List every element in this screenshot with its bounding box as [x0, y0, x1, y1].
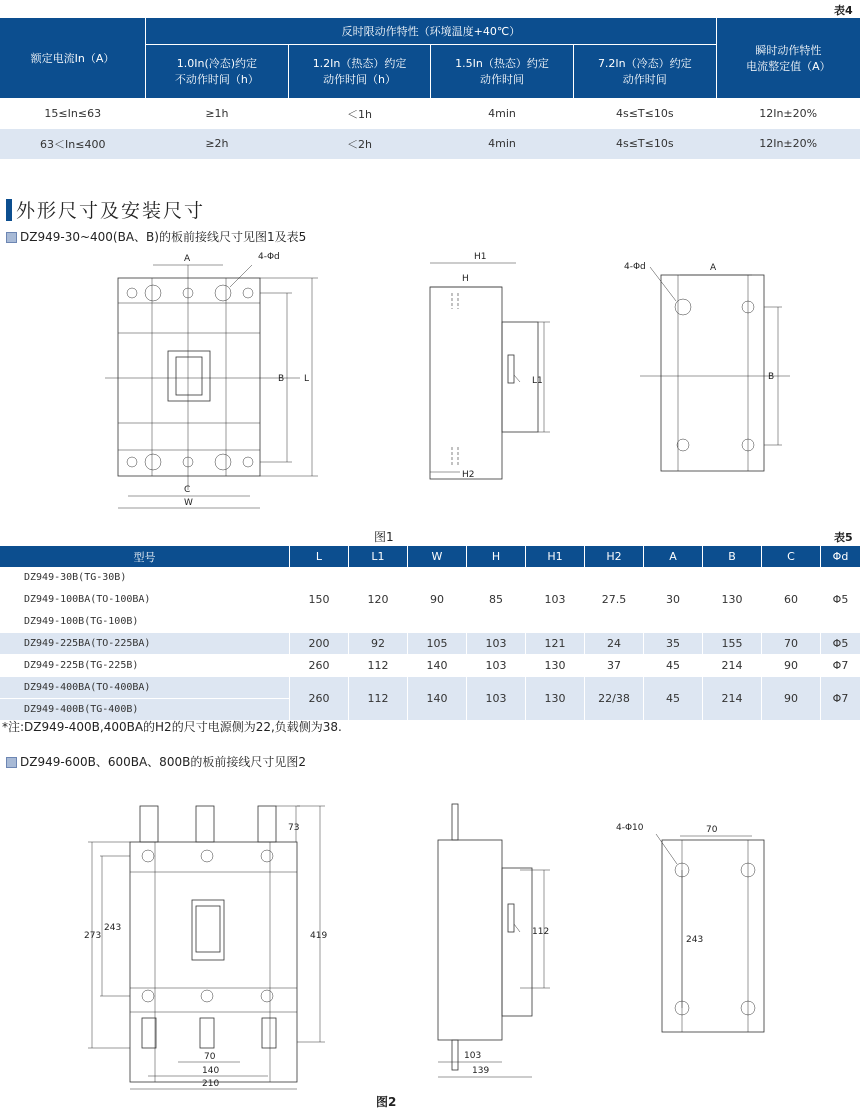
table-row: DZ949-225BA(TO-225BA) 200 92 105 103 121 24 35 155 70 Φ5: [0, 633, 860, 655]
table-5: [0, 546, 860, 721]
col-header: H2: [585, 546, 644, 567]
dim-139: 139: [472, 1066, 489, 1076]
dim-103: 103: [464, 1051, 481, 1061]
dim-C: C: [184, 485, 190, 495]
table-row: 15≤In≤63 ≥1h ＜1h 4min 4s≤T≤10s 12In±20%: [0, 98, 860, 129]
instant-header: 瞬时动作特性 电流整定值（A）: [716, 18, 860, 98]
dim-H: H: [462, 274, 469, 284]
figure-1-drawing: [0, 245, 860, 535]
dim-B-mount: B: [768, 372, 774, 382]
dim-B: B: [278, 374, 284, 384]
table-row: DZ949-30B(TG-30B) 150 120 90 85 103 27.5 30 130 60 Φ5: [0, 567, 860, 589]
figure-1-caption: 图1: [374, 528, 394, 545]
figure-2-drawing: [0, 800, 860, 1090]
table-row: DZ949-400B(TG-400B): [0, 699, 860, 721]
dim-H2: H2: [462, 470, 475, 480]
subheader-3: 1.5In（热态）约定 动作时间: [431, 44, 573, 98]
figure-2-caption: 图2: [376, 1093, 396, 1110]
dim-243: 243: [104, 923, 121, 933]
dim-phi-mount: 4-Φd: [624, 262, 646, 272]
subheader-4: 7.2In（冷态）约定 动作时间: [573, 44, 716, 98]
dim-L1: L1: [532, 376, 543, 386]
col-header: C: [762, 546, 821, 567]
table-row: DZ949-100B(TG-100B): [0, 611, 860, 633]
col-header: B: [703, 546, 762, 567]
dim-243-mount: 243: [686, 935, 703, 945]
dim-112: 112: [532, 927, 549, 937]
section-bar: [6, 199, 12, 221]
dim-phi10: 4-Φ10: [616, 823, 644, 833]
bullet-square: [6, 757, 17, 768]
dim-73: 73: [288, 823, 299, 833]
subheader-2: 1.2In（热态）约定 动作时间（h）: [288, 44, 430, 98]
table-4: [0, 18, 860, 159]
col-header: Φd: [821, 546, 860, 567]
dim-70: 70: [204, 1052, 216, 1062]
col-header: W: [408, 546, 467, 567]
section-title: 外形尺寸及安装尺寸: [16, 196, 205, 223]
bullet-square: [6, 232, 17, 243]
col-header: A: [644, 546, 703, 567]
table5-note: *注:DZ949-400B,400BA的H2的尺寸电源侧为22,负载侧为38.: [2, 718, 342, 735]
col-header: H1: [526, 546, 585, 567]
subtitle-fig2: DZ949-600B、600BA、800B的板前接线尺寸见图2: [20, 753, 306, 770]
dim-273: 273: [84, 931, 101, 941]
col-header: H: [467, 546, 526, 567]
table-row: 63＜In≤400 ≥2h ＜2h 4min 4s≤T≤10s 12In±20%: [0, 129, 860, 159]
table4-label: 表4: [834, 2, 853, 18]
col-header: 型号: [0, 546, 290, 567]
dim-210: 210: [202, 1079, 219, 1089]
table-row: DZ949-225B(TG-225B) 260 112 140 103 130 37 45 214 90 Φ7: [0, 655, 860, 677]
dim-L: L: [304, 374, 309, 384]
dim-419: 419: [310, 931, 327, 941]
table-row: DZ949-400BA(TO-400BA) 260 112 140 103 130 22/38 45 214 90 Φ7: [0, 677, 860, 699]
table5-label: 表5: [834, 529, 853, 545]
subtitle-fig1: DZ949-30~400(BA、B)的板前接线尺寸见图1及表5: [20, 228, 306, 245]
col-header: L: [290, 546, 349, 567]
dim-W: W: [184, 498, 193, 508]
dim-140: 140: [202, 1066, 219, 1076]
col-header: L1: [349, 546, 408, 567]
dim-H1: H1: [474, 252, 487, 262]
inverse-header: 反时限动作特性（环境温度+40℃）: [146, 18, 717, 44]
dim-70-mount: 70: [706, 825, 718, 835]
rated-current-header: 额定电流In（A）: [0, 18, 146, 98]
dim-A-mount: A: [710, 263, 717, 273]
dim-A: A: [184, 254, 191, 264]
table-row: DZ949-100BA(TO-100BA): [0, 589, 860, 611]
dim-phi: 4-Φd: [258, 252, 280, 262]
subheader-1: 1.0In(冷态)约定 不动作时间（h）: [146, 44, 289, 98]
